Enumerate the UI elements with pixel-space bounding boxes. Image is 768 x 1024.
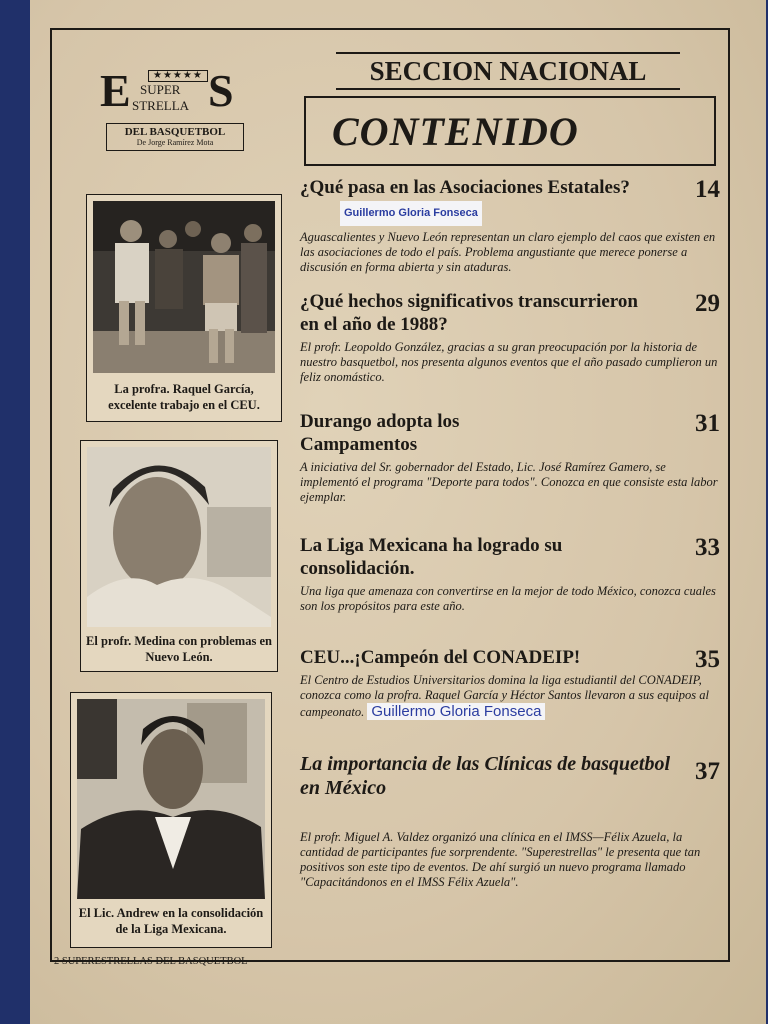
article-asociaciones[interactable] bbox=[300, 176, 720, 275]
caption-raquel: La profra. Raquel García, excelente trabajo en el CEU. bbox=[108, 382, 260, 412]
logo-del-basquetbol: DEL BASQUETBOL bbox=[124, 126, 226, 138]
logo-subtitle-box bbox=[106, 123, 244, 151]
article-description: Aguascalientes y Nuevo León representan un claro ejemplo del caos que existen en las asociaciones de todo el país. Problema angustiante que merece ponerse a discusión en forma abierta y sin ataduras. bbox=[300, 230, 716, 274]
page-number: 35 bbox=[695, 646, 720, 673]
page-number: 31 bbox=[695, 410, 720, 437]
article-description: El Centro de Estudios Universitarios domina la liga estudiantil del CONADEIP, conozca como la profra. Raquel García y Héctor Santos llevaron a sus equipos al campeonato. Guillermo Gloria Fonseca bbox=[300, 673, 709, 720]
caption-andrew: El Lic. Andrew en la consolidación de la Liga Mexicana. bbox=[78, 906, 264, 936]
medina-portrait bbox=[87, 447, 271, 627]
article-durango[interactable] bbox=[300, 410, 720, 505]
logo-letter-e: E bbox=[100, 65, 131, 116]
page-number: 37 bbox=[695, 758, 720, 785]
article-ceu[interactable] bbox=[300, 646, 720, 720]
contenido-box bbox=[304, 96, 716, 166]
author-sticker: Guillermo Gloria Fonseca bbox=[367, 703, 545, 720]
article-description: Una liga que amenaza con convertirse en la mejor de todo México, conozca cuales son los propósitos para este año. bbox=[300, 584, 716, 613]
page-number: 33 bbox=[695, 534, 720, 561]
andrew-portrait bbox=[77, 699, 265, 899]
article-title: La importancia de las Clínicas de basquetbol en México bbox=[300, 753, 671, 799]
logo-super: SUPER bbox=[140, 82, 181, 97]
team-photo bbox=[93, 201, 275, 373]
article-description: El profr. Miguel A. Valdez organizó una clínica en el IMSS—Félix Azuela, la cantidad de participantes fue sorprendente. "Superestrellas" le presenta que tan positivos son este tipo de eventos. De ahí surgió un nuevo programa llamado "Capacitándonos en el IMSS Félix Azuela". bbox=[300, 830, 701, 889]
author-sticker: Guillermo Gloria Fonseca bbox=[340, 201, 482, 226]
logo-letter-s: S bbox=[208, 65, 234, 116]
page-title: CONTENIDO bbox=[332, 109, 579, 154]
section-title: SECCION NACIONAL bbox=[336, 52, 680, 90]
logo-estrella: STRELLA bbox=[132, 98, 190, 113]
article-hechos-1988[interactable] bbox=[300, 290, 720, 385]
page-number: 29 bbox=[695, 290, 720, 317]
article-description: El profr. Leopoldo González, gracias a su gran preocupación por la historia de nuestro basquetbol, nos presenta algunos eventos que el año pasado cumplieron un feliz onomástico. bbox=[300, 340, 718, 384]
article-title: ¿Qué hechos significativos transcurrieron en el año de 1988? bbox=[300, 291, 638, 335]
page-footer: 2 SUPERESTRELLAS DEL BASQUETBOL bbox=[54, 956, 248, 967]
article-liga-mexicana[interactable] bbox=[300, 534, 720, 614]
photo-card-medina bbox=[80, 440, 278, 672]
article-clinicas[interactable] bbox=[300, 752, 720, 890]
superestrellas-logo bbox=[100, 65, 245, 160]
photo-card-raquel bbox=[86, 194, 282, 422]
article-title: ¿Qué pasa en las Asociaciones Estatales? Guillermo Gloria Fonseca bbox=[300, 176, 660, 226]
article-description: A iniciativa del Sr. gobernador del Estado, Lic. José Ramírez Gamero, se implementó el programa "Deporte para todos". Conozca en que consiste esta labor ejemplar. bbox=[300, 460, 718, 504]
logo-author: De Jorge Ramírez Mota bbox=[136, 138, 214, 147]
caption-medina: El profr. Medina con problemas en Nuevo León. bbox=[86, 634, 272, 664]
logo-stars: ★★★★★ bbox=[148, 70, 208, 82]
article-title: Durango adopta los Campamentos bbox=[300, 411, 460, 455]
page-number: 14 bbox=[695, 176, 720, 203]
photo-card-andrew bbox=[70, 692, 272, 948]
article-title: CEU...¡Campeón del CONADEIP! bbox=[300, 647, 581, 668]
article-title: La Liga Mexicana ha logrado su consolidación. bbox=[300, 535, 563, 579]
